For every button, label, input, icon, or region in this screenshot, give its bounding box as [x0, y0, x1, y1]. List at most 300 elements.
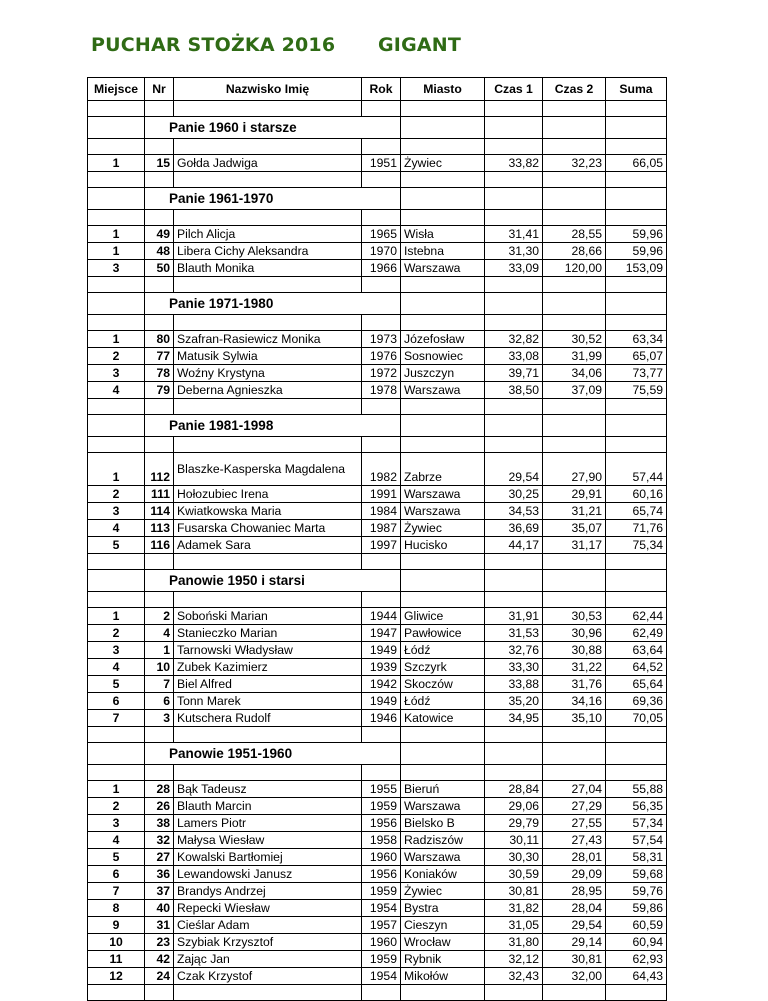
city-cell: Radziszów [401, 832, 485, 849]
city-cell: Bystra [401, 900, 485, 917]
place-cell: 2 [88, 348, 145, 365]
city-cell: Warszawa [401, 503, 485, 520]
place-cell: 4 [88, 832, 145, 849]
spacer-row [88, 210, 667, 226]
total-cell: 64,43 [606, 968, 667, 985]
empty-cell [606, 727, 667, 743]
year-cell: 1957 [362, 917, 401, 934]
number-cell: 1 [145, 642, 174, 659]
total-cell: 57,44 [606, 453, 667, 486]
time2-cell: 28,01 [543, 849, 606, 866]
empty-cell [543, 188, 606, 210]
year-cell: 1959 [362, 798, 401, 815]
year-cell: 1947 [362, 625, 401, 642]
number-cell: 38 [145, 815, 174, 832]
empty-cell [145, 139, 174, 155]
city-cell: Katowice [401, 710, 485, 727]
empty-cell [543, 765, 606, 781]
number-cell: 2 [145, 608, 174, 625]
table-row [88, 453, 667, 486]
year-cell: 1982 [362, 453, 401, 486]
place-cell: 5 [88, 849, 145, 866]
year-cell: 1949 [362, 693, 401, 710]
city-cell: Juszczyn [401, 365, 485, 382]
time1-cell: 29,79 [485, 815, 543, 832]
name-cell: Tarnowski Władysław [174, 642, 362, 659]
name-cell: Kowalski Bartłomiej [174, 849, 362, 866]
number-cell: 3 [145, 710, 174, 727]
name-cell: Blauth Marcin [174, 798, 362, 815]
empty-cell [174, 554, 362, 570]
city-cell: Łódź [401, 693, 485, 710]
column-header-name: Nazwisko Imię [174, 78, 362, 101]
empty-cell [362, 210, 401, 226]
empty-cell [362, 315, 401, 331]
column-header-city: Miasto [401, 78, 485, 101]
section-title: Panowie 1951-1960 [145, 743, 401, 765]
time2-cell: 32,23 [543, 155, 606, 172]
city-cell: Gliwice [401, 608, 485, 625]
city-cell: Żywiec [401, 883, 485, 900]
empty-cell [485, 172, 543, 188]
time1-cell: 33,08 [485, 348, 543, 365]
table-row [88, 365, 667, 382]
place-cell: 7 [88, 883, 145, 900]
time1-cell: 31,80 [485, 934, 543, 951]
empty-cell [174, 765, 362, 781]
section-title: Panie 1971-1980 [145, 293, 401, 315]
empty-cell [543, 277, 606, 293]
name-cell: Czak Krzystof [174, 968, 362, 985]
year-cell: 1949 [362, 642, 401, 659]
number-cell: 113 [145, 520, 174, 537]
empty-cell [362, 101, 401, 117]
empty-cell [485, 277, 543, 293]
section-header-row [88, 743, 667, 765]
year-cell: 1956 [362, 815, 401, 832]
number-cell: 23 [145, 934, 174, 951]
empty-cell [174, 101, 362, 117]
empty-cell [401, 293, 485, 315]
total-cell: 59,68 [606, 866, 667, 883]
column-header-time1: Czas 1 [485, 78, 543, 101]
number-cell: 24 [145, 968, 174, 985]
empty-cell [485, 293, 543, 315]
time1-cell: 29,54 [485, 453, 543, 486]
spacer-row [88, 139, 667, 155]
empty-cell [145, 315, 174, 331]
number-cell: 32 [145, 832, 174, 849]
empty-cell [606, 554, 667, 570]
empty-cell [145, 399, 174, 415]
time2-cell: 30,96 [543, 625, 606, 642]
table-row [88, 883, 667, 900]
total-cell: 75,59 [606, 382, 667, 399]
empty-cell [174, 277, 362, 293]
name-cell: Małysa Wiesław [174, 832, 362, 849]
spacer-row [88, 592, 667, 608]
empty-cell [543, 554, 606, 570]
table-row [88, 710, 667, 727]
spacer-row [88, 399, 667, 415]
time1-cell: 32,12 [485, 951, 543, 968]
total-cell: 63,64 [606, 642, 667, 659]
empty-cell [401, 101, 485, 117]
time1-cell: 28,84 [485, 781, 543, 798]
city-cell: Pawłowice [401, 625, 485, 642]
empty-cell [174, 172, 362, 188]
time1-cell: 31,05 [485, 917, 543, 934]
table-row [88, 520, 667, 537]
time1-cell: 30,59 [485, 866, 543, 883]
number-cell: 27 [145, 849, 174, 866]
empty-cell [362, 985, 401, 1001]
name-cell: Kwiatkowska Maria [174, 503, 362, 520]
empty-cell [362, 277, 401, 293]
place-cell: 3 [88, 260, 145, 277]
empty-cell [145, 277, 174, 293]
table-row [88, 815, 667, 832]
empty-cell [485, 727, 543, 743]
spacer-row [88, 172, 667, 188]
empty-cell [543, 570, 606, 592]
total-cell: 65,07 [606, 348, 667, 365]
empty-cell [174, 437, 362, 453]
year-cell: 1972 [362, 365, 401, 382]
table-row [88, 642, 667, 659]
spacer-row [88, 437, 667, 453]
number-cell: 36 [145, 866, 174, 883]
empty-cell [543, 315, 606, 331]
number-cell: 78 [145, 365, 174, 382]
name-cell: Fusarska Chowaniec Marta [174, 520, 362, 537]
city-cell: Bielsko B [401, 815, 485, 832]
empty-cell [543, 985, 606, 1001]
time2-cell: 28,04 [543, 900, 606, 917]
empty-cell [88, 743, 145, 765]
empty-cell [401, 172, 485, 188]
empty-cell [174, 592, 362, 608]
empty-cell [362, 139, 401, 155]
empty-cell [145, 172, 174, 188]
time1-cell: 35,20 [485, 693, 543, 710]
empty-cell [145, 437, 174, 453]
time1-cell: 34,95 [485, 710, 543, 727]
time2-cell: 31,76 [543, 676, 606, 693]
table-row [88, 537, 667, 554]
year-cell: 1946 [362, 710, 401, 727]
total-cell: 70,05 [606, 710, 667, 727]
spacer-row [88, 315, 667, 331]
city-cell: Szczyrk [401, 659, 485, 676]
empty-cell [606, 293, 667, 315]
section-header-row [88, 188, 667, 210]
time1-cell: 30,11 [485, 832, 543, 849]
total-cell: 62,49 [606, 625, 667, 642]
number-cell: 31 [145, 917, 174, 934]
year-cell: 1973 [362, 331, 401, 348]
year-cell: 1959 [362, 883, 401, 900]
year-cell: 1951 [362, 155, 401, 172]
year-cell: 1978 [362, 382, 401, 399]
total-cell: 64,52 [606, 659, 667, 676]
spacer-row [88, 101, 667, 117]
empty-cell [88, 101, 145, 117]
name-cell: Szybiak Krzysztof [174, 934, 362, 951]
spacer-row [88, 727, 667, 743]
city-cell: Skoczów [401, 676, 485, 693]
empty-cell [401, 188, 485, 210]
empty-cell [485, 101, 543, 117]
name-cell: Blauth Monika [174, 260, 362, 277]
place-cell: 3 [88, 815, 145, 832]
name-cell: Biel Alfred [174, 676, 362, 693]
empty-cell [88, 727, 145, 743]
number-cell: 15 [145, 155, 174, 172]
empty-cell [485, 210, 543, 226]
time2-cell: 35,07 [543, 520, 606, 537]
time1-cell: 31,91 [485, 608, 543, 625]
number-cell: 111 [145, 486, 174, 503]
empty-cell [88, 293, 145, 315]
empty-cell [145, 727, 174, 743]
time1-cell: 34,53 [485, 503, 543, 520]
place-cell: 4 [88, 382, 145, 399]
time2-cell: 30,88 [543, 642, 606, 659]
time1-cell: 33,82 [485, 155, 543, 172]
city-cell: Bieruń [401, 781, 485, 798]
year-cell: 1965 [362, 226, 401, 243]
year-cell: 1960 [362, 849, 401, 866]
year-cell: 1984 [362, 503, 401, 520]
city-cell: Sosnowiec [401, 348, 485, 365]
empty-cell [543, 210, 606, 226]
table-row [88, 900, 667, 917]
city-cell: Warszawa [401, 382, 485, 399]
number-cell: 114 [145, 503, 174, 520]
time2-cell: 29,14 [543, 934, 606, 951]
empty-cell [543, 293, 606, 315]
section-header-row [88, 415, 667, 437]
table-row [88, 503, 667, 520]
time2-cell: 34,16 [543, 693, 606, 710]
year-cell: 1987 [362, 520, 401, 537]
place-cell: 9 [88, 917, 145, 934]
year-cell: 1939 [362, 659, 401, 676]
empty-cell [145, 554, 174, 570]
table-row [88, 781, 667, 798]
number-cell: 112 [145, 453, 174, 486]
name-cell: Repecki Wiesław [174, 900, 362, 917]
table-row [88, 798, 667, 815]
total-cell: 59,76 [606, 883, 667, 900]
empty-cell [485, 188, 543, 210]
number-cell: 48 [145, 243, 174, 260]
time1-cell: 38,50 [485, 382, 543, 399]
time2-cell: 30,52 [543, 331, 606, 348]
year-cell: 1960 [362, 934, 401, 951]
city-cell: Wrocław [401, 934, 485, 951]
empty-cell [88, 570, 145, 592]
empty-cell [401, 985, 485, 1001]
number-cell: 7 [145, 676, 174, 693]
empty-cell [485, 315, 543, 331]
city-cell: Warszawa [401, 486, 485, 503]
place-cell: 1 [88, 226, 145, 243]
empty-cell [88, 985, 145, 1001]
name-cell: Pilch Alicja [174, 226, 362, 243]
empty-cell [401, 765, 485, 781]
place-cell: 6 [88, 866, 145, 883]
number-cell: 50 [145, 260, 174, 277]
time1-cell: 30,30 [485, 849, 543, 866]
empty-cell [543, 139, 606, 155]
total-cell: 59,96 [606, 243, 667, 260]
results-table [87, 77, 667, 1001]
table-row [88, 608, 667, 625]
place-cell: 4 [88, 520, 145, 537]
name-cell: Brandys Andrzej [174, 883, 362, 900]
empty-cell [401, 315, 485, 331]
total-cell: 57,34 [606, 815, 667, 832]
empty-cell [485, 554, 543, 570]
empty-cell [174, 139, 362, 155]
number-cell: 42 [145, 951, 174, 968]
number-cell: 26 [145, 798, 174, 815]
empty-cell [543, 172, 606, 188]
table-row [88, 486, 667, 503]
empty-cell [606, 315, 667, 331]
total-cell: 75,34 [606, 537, 667, 554]
city-cell: Wisła [401, 226, 485, 243]
empty-cell [606, 399, 667, 415]
year-cell: 1954 [362, 900, 401, 917]
document-subtitle: GIGANT [378, 34, 462, 56]
city-cell: Istebna [401, 243, 485, 260]
time1-cell: 33,88 [485, 676, 543, 693]
place-cell: 12 [88, 968, 145, 985]
empty-cell [145, 592, 174, 608]
empty-cell [362, 765, 401, 781]
name-cell: Gołda Jadwiga [174, 155, 362, 172]
section-title: Panie 1960 i starsze [145, 117, 401, 139]
number-cell: 10 [145, 659, 174, 676]
time1-cell: 44,17 [485, 537, 543, 554]
city-cell: Warszawa [401, 260, 485, 277]
empty-cell [606, 437, 667, 453]
city-cell: Cieszyn [401, 917, 485, 934]
time2-cell: 28,55 [543, 226, 606, 243]
empty-cell [88, 415, 145, 437]
year-cell: 1976 [362, 348, 401, 365]
place-cell: 1 [88, 243, 145, 260]
total-cell: 59,96 [606, 226, 667, 243]
number-cell: 6 [145, 693, 174, 710]
time2-cell: 31,22 [543, 659, 606, 676]
section-header-row [88, 117, 667, 139]
total-cell: 56,35 [606, 798, 667, 815]
empty-cell [145, 765, 174, 781]
number-cell: 79 [145, 382, 174, 399]
empty-cell [606, 101, 667, 117]
number-cell: 28 [145, 781, 174, 798]
table-row [88, 243, 667, 260]
empty-cell [606, 765, 667, 781]
empty-cell [88, 117, 145, 139]
empty-cell [88, 399, 145, 415]
table-row [88, 832, 667, 849]
year-cell: 1956 [362, 866, 401, 883]
header-row [88, 78, 667, 101]
name-cell: Woźny Krystyna [174, 365, 362, 382]
empty-cell [543, 727, 606, 743]
empty-cell [362, 437, 401, 453]
document-title: PUCHAR STOŻKA 2016 [91, 34, 336, 56]
time2-cell: 32,00 [543, 968, 606, 985]
empty-cell [174, 315, 362, 331]
city-cell: Łódź [401, 642, 485, 659]
empty-cell [88, 592, 145, 608]
section-title: Panowie 1950 i starsi [145, 570, 401, 592]
empty-cell [174, 399, 362, 415]
time2-cell: 27,04 [543, 781, 606, 798]
empty-cell [401, 139, 485, 155]
time2-cell: 27,55 [543, 815, 606, 832]
empty-cell [401, 727, 485, 743]
time2-cell: 29,91 [543, 486, 606, 503]
time1-cell: 31,53 [485, 625, 543, 642]
time1-cell: 31,41 [485, 226, 543, 243]
name-cell: Lewandowski Janusz [174, 866, 362, 883]
empty-cell [543, 101, 606, 117]
empty-cell [485, 592, 543, 608]
total-cell: 57,54 [606, 832, 667, 849]
year-cell: 1991 [362, 486, 401, 503]
name-cell: Hołozubiec Irena [174, 486, 362, 503]
time2-cell: 34,06 [543, 365, 606, 382]
empty-cell [485, 399, 543, 415]
year-cell: 1959 [362, 951, 401, 968]
time1-cell: 33,30 [485, 659, 543, 676]
column-header-number: Nr [145, 78, 174, 101]
empty-cell [401, 277, 485, 293]
empty-cell [543, 437, 606, 453]
time2-cell: 29,54 [543, 917, 606, 934]
empty-cell [362, 592, 401, 608]
column-header-place: Miejsce [88, 78, 145, 101]
empty-cell [606, 592, 667, 608]
total-cell: 59,86 [606, 900, 667, 917]
place-cell: 1 [88, 453, 145, 486]
time2-cell: 37,09 [543, 382, 606, 399]
empty-cell [543, 117, 606, 139]
year-cell: 1970 [362, 243, 401, 260]
total-cell: 60,94 [606, 934, 667, 951]
name-cell: Bąk Tadeusz [174, 781, 362, 798]
city-cell: Józefosław [401, 331, 485, 348]
time1-cell: 39,71 [485, 365, 543, 382]
total-cell: 65,74 [606, 503, 667, 520]
empty-cell [401, 592, 485, 608]
time1-cell: 31,82 [485, 900, 543, 917]
name-cell: Zubek Kazimierz [174, 659, 362, 676]
table-row [88, 625, 667, 642]
name-cell: Tonn Marek [174, 693, 362, 710]
empty-cell [88, 139, 145, 155]
number-cell: 40 [145, 900, 174, 917]
empty-cell [606, 985, 667, 1001]
empty-cell [401, 210, 485, 226]
